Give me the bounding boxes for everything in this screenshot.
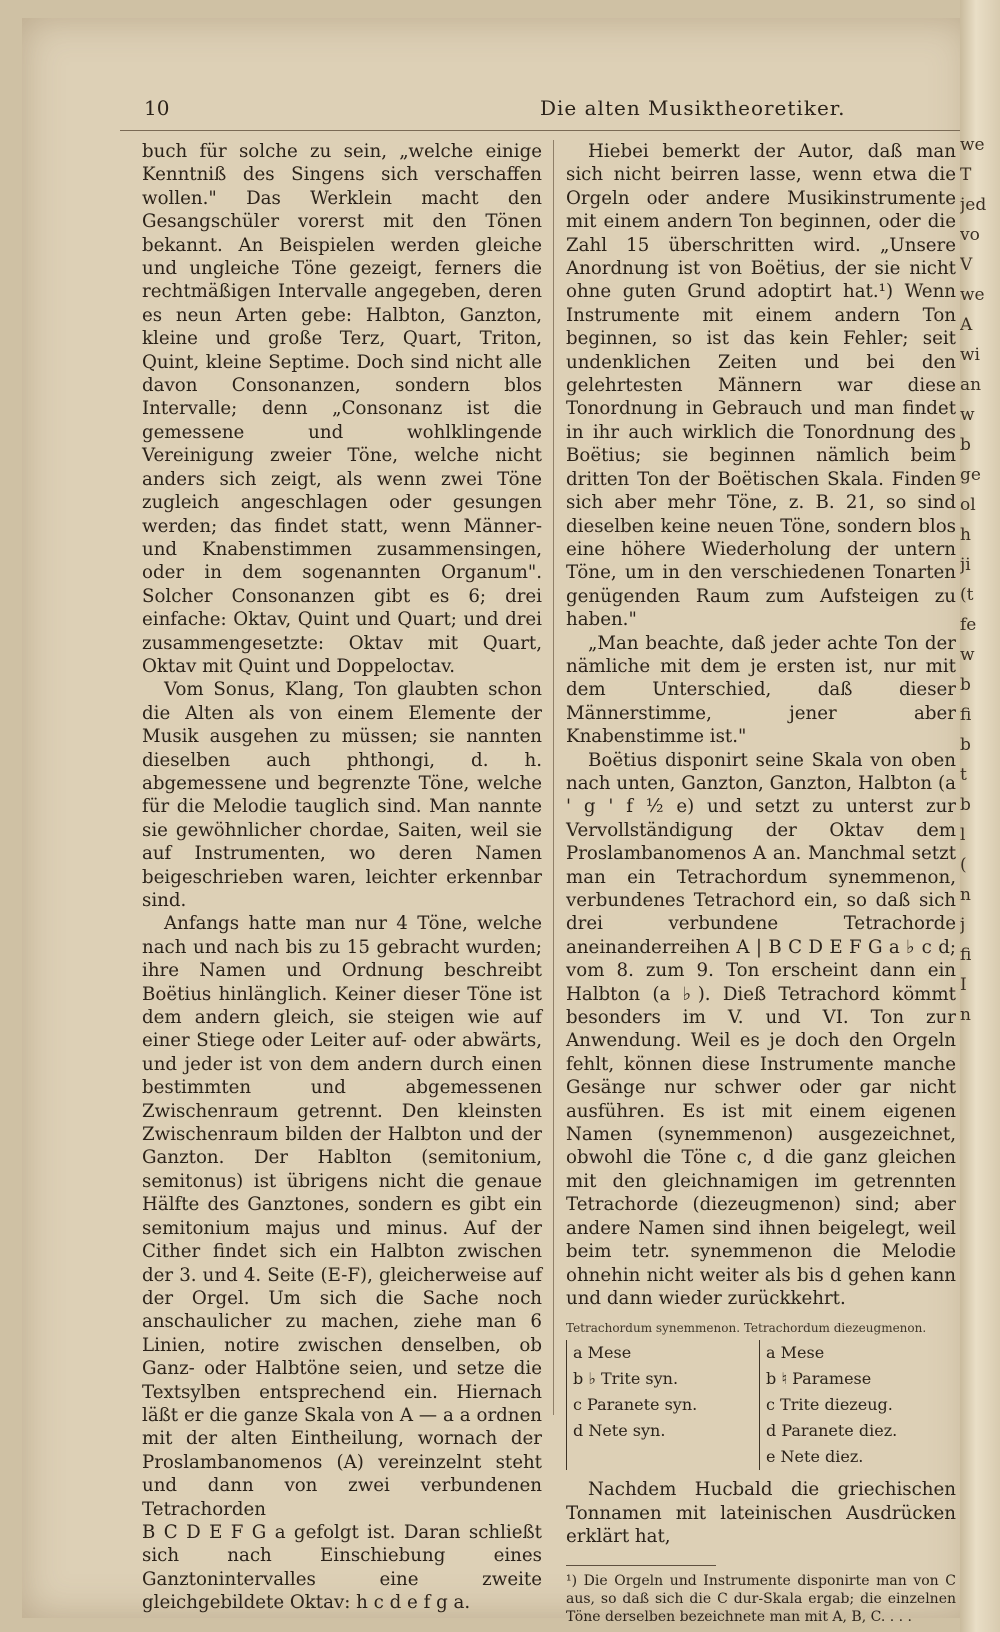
edge-fragment: I (960, 975, 967, 995)
paragraph: Boëtius disponirt seine Skala von oben nach unten, Ganzton, Ganzton, Halbton (a ' g ' f ½ e) und setzt zu unterst zur Vervollständigung der Oktav dem Proslambanomenos A an. Manchmal setzt man ein Tetrachordum synemmenon, verbundenes Tetrachord ein, so daß sich drei verbundene Tetrachorde aneinanderreihen A | B C D E F G a ♭ c d; vom 8. zum 9. Ton erscheint dann ein Halbton (a ♭). Dieß Tetrachord kömmt besonders im V. und VI. Ton zur Anwendung. Weil es je doch den Orgeln fehlt, können diese Instrumente manche Gesänge nur schwer oder gar nicht ausführen. Es ist mit einem eigenen Namen (synemmenon) ausgezeichnet, obwohl die Töne c, d die ganz gleichen mit den gleichnamigen im getrennten Tetrachorde (diezeugmenon) sind; aber andere Namen sind ihnen beigelegt, weil beim tetr. synemmenon die Melodie ohnehin nicht weiter als bis d gehen kann und dann wieder zurückkehrt. (566, 749, 956, 1309)
edge-fragment: we (960, 135, 985, 155)
edge-fragment: fe (960, 615, 977, 635)
edge-fragment: h (960, 525, 971, 545)
table-row: c Paranete syn. (573, 1395, 698, 1415)
edge-fragment: V (960, 255, 973, 275)
edge-fragment: t (960, 765, 967, 785)
edge-fragment: n (960, 1005, 971, 1025)
edge-fragment: fi (960, 945, 972, 965)
right-column (566, 140, 956, 1626)
edge-fragment: fi (960, 705, 972, 725)
edge-fragment: l (960, 825, 966, 845)
table-row: a Mese (573, 1343, 632, 1363)
paragraph: „Man beachte, daß jeder achte Ton der nämliche mit dem je ersten ist, nur mit dem Unterschied, daß dieser Männerstimme, jener aber Knabenstimme ist." (566, 632, 956, 748)
table-header: Tetrachordum synemmenon. Tetrachordum diezeugmenon. (566, 1321, 927, 1336)
edge-fragment: b (960, 735, 971, 755)
edge-fragment: A (960, 315, 973, 335)
table-row: b ♮ Paramese (766, 1369, 872, 1389)
tetrachord-table (566, 1320, 956, 1470)
edge-fragment: n (960, 885, 971, 905)
left-column (142, 140, 542, 1615)
table-row: d Nete syn. (573, 1421, 666, 1441)
footnote-rule (566, 1565, 716, 1566)
header-rule (120, 130, 960, 131)
edge-fragment: b (960, 795, 971, 815)
edge-fragment: ( (960, 855, 967, 875)
edge-fragment: ge (960, 465, 981, 485)
edge-fragment: (t (960, 585, 974, 605)
table-row: b ♭ Trite syn. (573, 1369, 679, 1389)
edge-fragment: vo (960, 225, 980, 245)
paragraph: Nachdem Hucbald die griechischen Tonnamen mit lateinischen Ausdrücken erklärt hat, (566, 1479, 956, 1548)
page-number: 10 (144, 96, 170, 120)
table-row: a Mese (766, 1343, 825, 1363)
edge-fragment: an (960, 375, 982, 395)
edge-fragment: b (960, 675, 971, 695)
edge-fragment: we (960, 285, 985, 305)
edge-fragment: jed (960, 195, 987, 215)
edge-fragment: w (960, 645, 975, 665)
paragraph: buch für solche zu sein, „welche einige Kenntniß des Singens sich verschaffen wollen." Das Werklein macht den Gesangschüler vorerst mit den Tönen bekannt. An Beispielen werden gleiche und ungleiche Töne gezeigt, ferners die rechtmäßigen Intervalle angegeben, deren es neun Arten gebe: Halbton, Ganzton, kleine und große Terz, Quart, Triton, Quint, kleine Septime. Doch sind nicht alle davon Consonanzen, sondern blos Intervalle; denn „Consonanz ist die gemessene und wohlklingende Vereinigung zweier Töne, welche nicht anders sich zeigt, als wenn zwei Töne zugleich angeschlagen oder gesungen werden; das findet statt, wenn Männer-und Knabenstimmen zusammensingen, oder in dem sogenannten Organum". Solcher Consonanzen gibt es 6; drei einfache: Oktav, Quint und Quart; und drei zusammengesetzte: Oktav mit Quart, Oktav mit Quint und Doppeloctav. (142, 141, 542, 677)
edge-fragment: w (960, 405, 975, 425)
table-column-diezeugmenon (759, 1340, 936, 1470)
column-divider (553, 140, 554, 1415)
edge-fragment: ji (960, 555, 971, 575)
page-header (120, 96, 940, 126)
footnote: ¹) Die Orgeln und Instrumente disponirte man von C aus, so daß sich die C dur-Skala ergab; die einzelnen Töne derselben bezeichnete man mit A, B, C. . . . (566, 1572, 956, 1625)
paragraph: Vom Sonus, Klang, Ton glaubten schon die Alten als von einem Elemente der Musik ausgehen zu müssen; sie nannten dieselben auch phthongi, d. h. abgemessene und begrenzte Töne, welche für die Melodie tauglich sind. Man nannte sie gewöhnlicher chordae, Saiten, weil sie auf Instrumenten, wo deren Namen beigeschrieben waren, leichter erkennbar sind. (142, 679, 542, 911)
running-title: Die alten Musiktheoretiker. (540, 96, 846, 120)
edge-fragment: wi (960, 345, 980, 365)
table-column-synemmenon (566, 1340, 743, 1470)
edge-fragment: b (960, 435, 971, 455)
paragraph: Anfangs hatte man nur 4 Töne, welche nach und nach bis zu 15 gebracht wurden; ihre Namen und Ordnung beschreibt Boëtius hinlänglich. Keiner dieser Töne ist dem andern gleich, sie steigen wie auf einer Stiege oder Leiter auf- oder abwärts, und jeder ist von dem andern durch einen bestimmten und abgemessenen Zwischenraum getrennt. Den kleinsten Zwischenraum bilden der Halbton und der Ganzton. Der Hablton (semitonium, semitonus) ist übrigens nicht die genaue Hälfte des Ganztones, sondern es gibt ein semitonium majus und minus. Auf der Cither findet sich ein Halbton zwischen der 3. und 4. Seite (E-F), gleicherweise auf der Orgel. Um sich die Sache noch anschaulicher zu machen, ziehe man 6 Linien, notire zwischen denselben, ob Ganz- oder Halbtöne seien, und setze die Textsylben entsprechend ein. Hiernach läßt er die ganze Skala von A — a a ordnen mit der alten Eintheilung, wornach der Proslambanomenos (A) vereinzelnt steht und dann von zwei verbundenen Tetrachorden (142, 913, 542, 1520)
edge-fragment: ol (960, 495, 976, 515)
paragraph: Hiebei bemerkt der Autor, daß man sich nicht beirren lasse, wenn etwa die Orgeln oder andere Musikinstrumente mit einem andern Ton beginnen, oder die Zahl 15 überschritten wird. „Unsere Anordnung ist von Boëtius, der sie nicht ohne guten Grund adoptirt hat.¹) Wenn Instrumente mit einem andern Ton beginnen, so ist das kein Fehler; seit undenklichen Zeiten und bei den gelehrtesten Männern war diese Tonordnung in Gebrauch und man findet in ihr auch wirklich die Tonordnung des Boëtius; sie beginnen nämlich beim dritten Ton der Boëtischen Skala. Finden sich aber mehr Töne, z. B. 21, so sind dieselben keine neuen Töne, sondern blos eine höhere Wiederholung der untern Töne, um in den verschiedenen Tonarten genügenden Raum zum Aufsteigen zu haben." (566, 141, 956, 631)
table-row: e Nete diez. (766, 1447, 864, 1467)
edge-fragment: j (960, 915, 966, 935)
paragraph: B C D E F G a gefolgt ist. Daran schließt sich nach Einschiebung eines Ganztonintervalles eine zweite gleichgebildete Oktav: h c d e f g a. (142, 1521, 542, 1614)
adjacent-page-text (960, 130, 1000, 1030)
table-row: d Paranete diez. (766, 1421, 898, 1441)
edge-fragment: T (960, 165, 972, 185)
table-row: c Trite diezeug. (766, 1395, 893, 1415)
